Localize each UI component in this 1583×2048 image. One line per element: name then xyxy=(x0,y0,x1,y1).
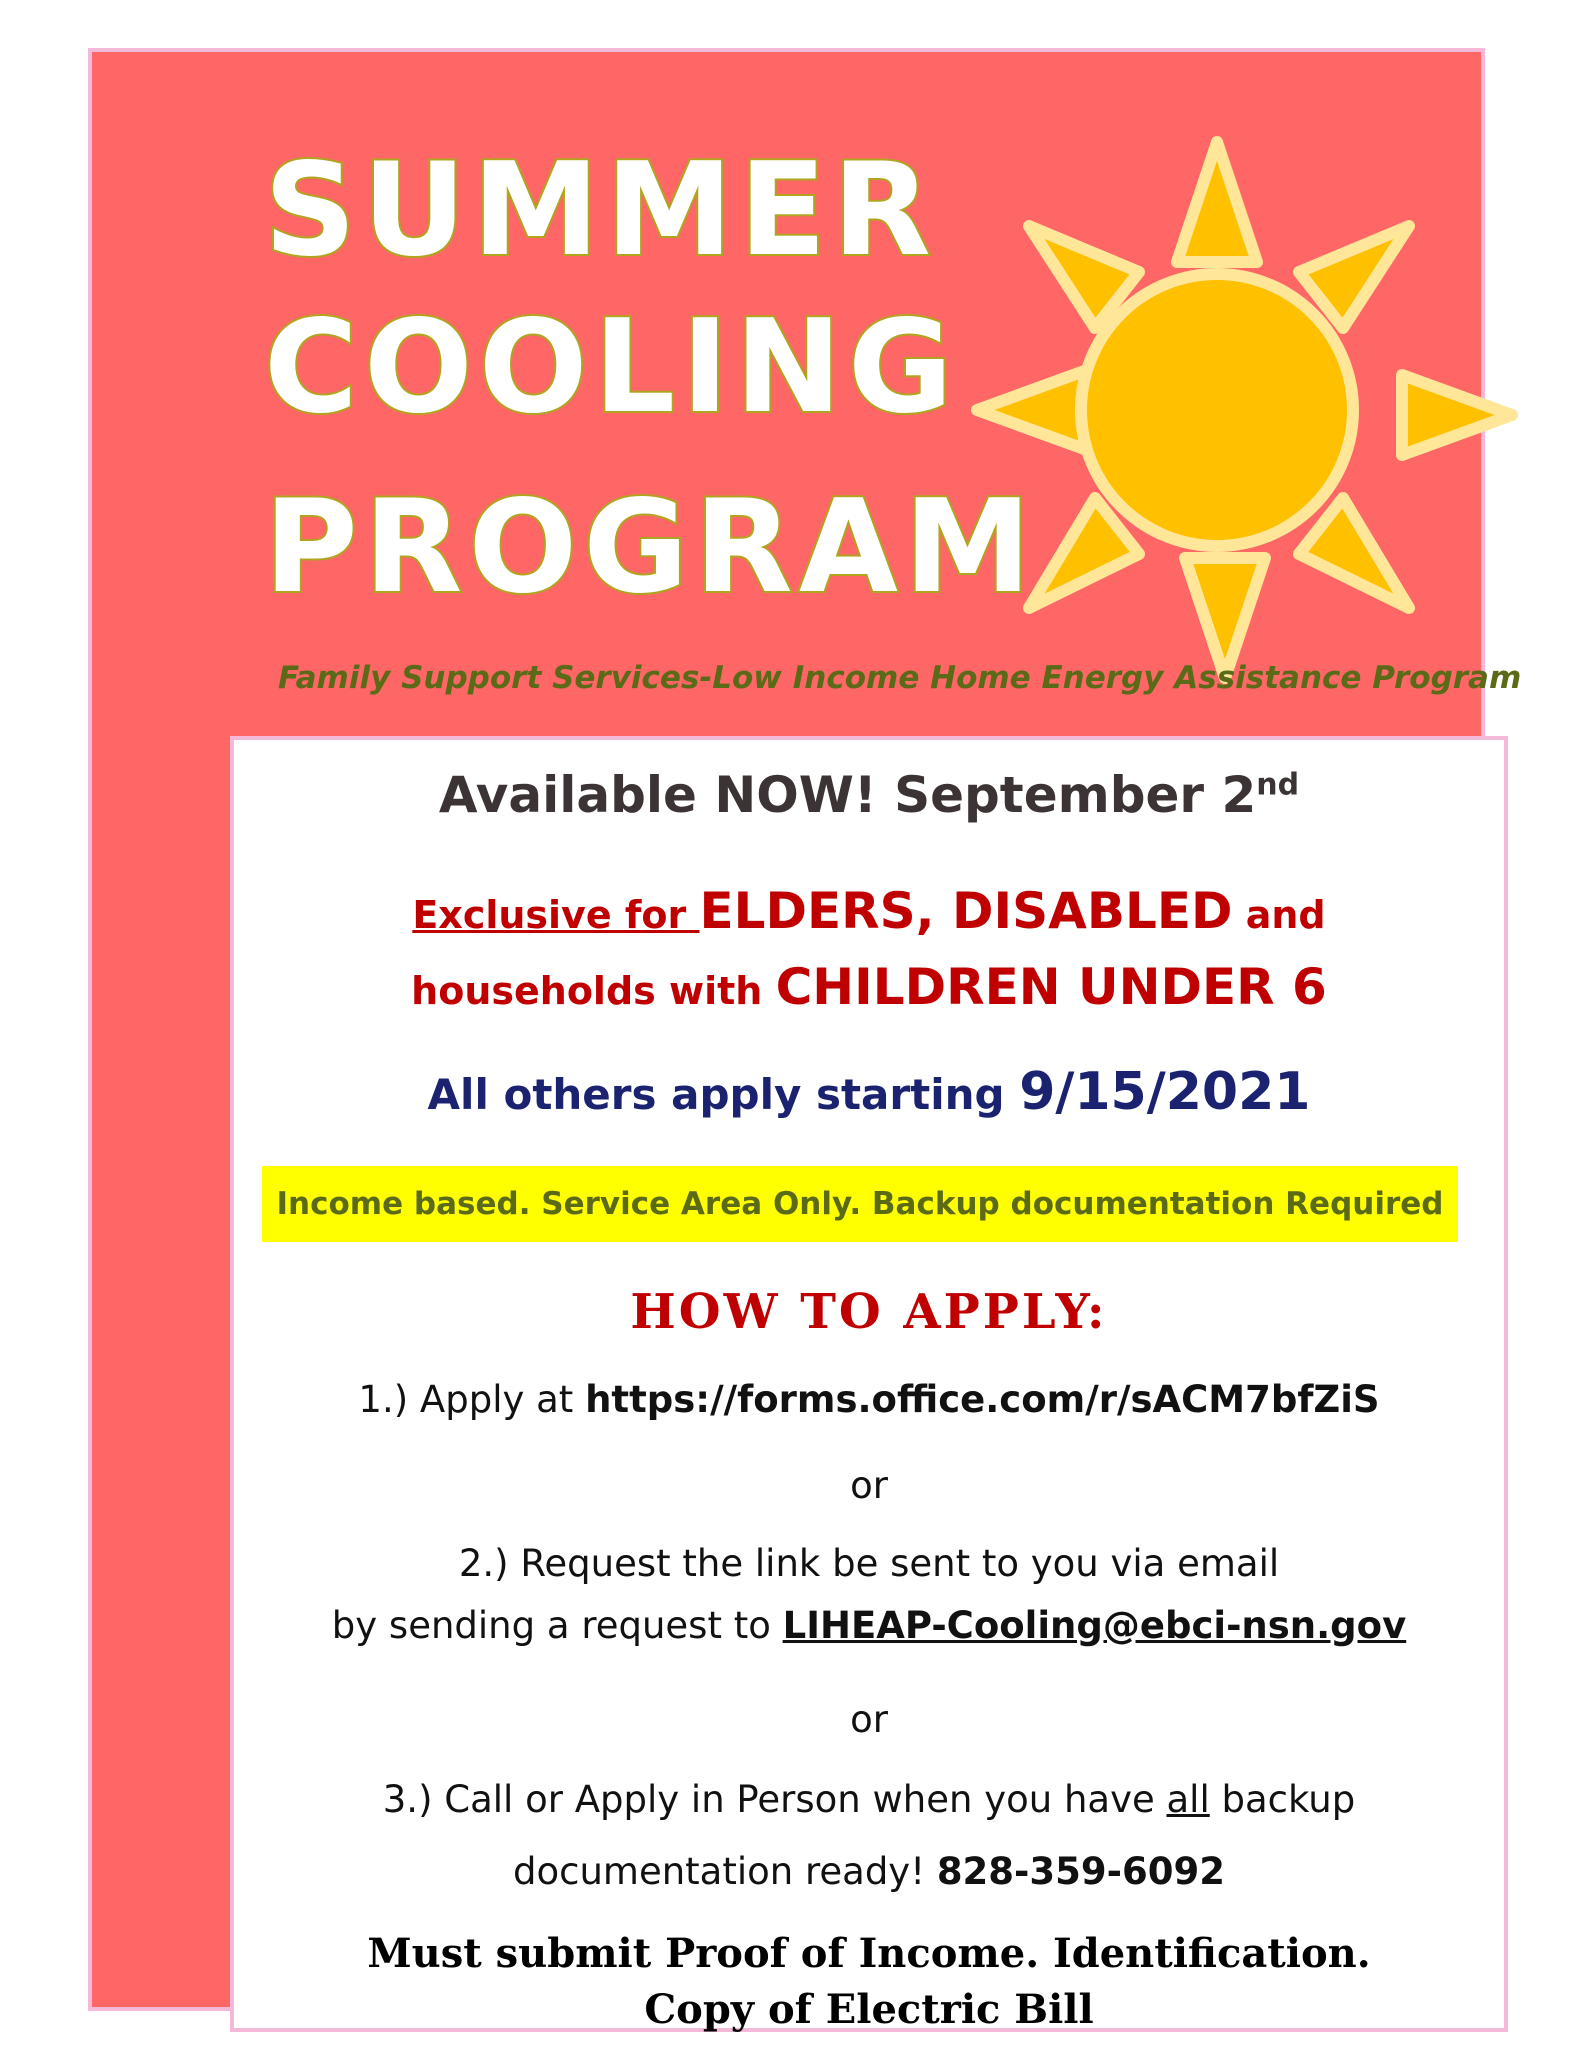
available-date xyxy=(234,766,1504,824)
available-text: Available NOW! September 2 xyxy=(438,766,1257,824)
others-date: 9/15/2021 xyxy=(1019,1062,1311,1122)
sun-ray-bottom-right xyxy=(1299,498,1409,608)
how-to-apply-heading: HOW TO APPLY: xyxy=(630,1284,1108,1340)
step-3-line-2-prefix: documentation ready! xyxy=(513,1850,937,1893)
step-2-line-2 xyxy=(234,1604,1504,1647)
available-superscript: nd xyxy=(1256,767,1300,803)
step-1-prefix: 1.) Apply at xyxy=(358,1378,586,1421)
sun-disc xyxy=(1081,274,1353,546)
step-2-line-1: 2.) Request the link be sent to you via email xyxy=(458,1542,1280,1585)
requirements-line-2: Copy of Electric Bill xyxy=(644,1986,1094,2033)
step-3-line-1 xyxy=(234,1778,1504,1821)
others-text: All others apply starting xyxy=(427,1070,1020,1119)
households-group: CHILDREN UNDER 6 xyxy=(775,958,1327,1016)
step-3-line-2 xyxy=(234,1850,1504,1893)
flyer xyxy=(88,48,1522,2033)
sun-icon xyxy=(967,130,1567,720)
info-panel xyxy=(230,736,1508,2032)
title-program: PROGRAM xyxy=(264,473,1038,622)
sun-ray-left xyxy=(977,370,1087,450)
others-line xyxy=(234,1062,1504,1122)
step-1 xyxy=(234,1378,1504,1421)
exclusive-groups: ELDERS, DISABLED xyxy=(699,882,1233,940)
step-3-prefix: 3.) Call or Apply in Person when you have xyxy=(382,1778,1167,1821)
exclusive-line xyxy=(234,882,1504,940)
or-divider-1: or xyxy=(850,1464,888,1507)
sun-ray-top xyxy=(1177,142,1257,262)
requirements-line-1: Must submit Proof of Income. Identification. xyxy=(367,1930,1371,1977)
exclusive-and: and xyxy=(1232,893,1326,937)
requirements-banner: Income based. Service Area Only. Backup documentation Required xyxy=(262,1166,1458,1242)
exclusive-prefix: Exclusive for xyxy=(412,893,700,937)
phone-number[interactable]: 828-359-6092 xyxy=(936,1850,1225,1893)
sun-ray-right xyxy=(1402,375,1512,455)
step-3-suffix: backup xyxy=(1209,1778,1356,1821)
or-divider-2: or xyxy=(850,1698,888,1741)
contact-email-link[interactable]: LIHEAP-Cooling@ebci-nsn.gov xyxy=(782,1604,1407,1647)
title-summer: SUMMER xyxy=(264,136,937,285)
title-cooling: COOLING xyxy=(264,293,959,442)
agency-subtitle: Family Support Services-Low Income Home Energy Assistance Program xyxy=(278,660,1522,696)
application-link[interactable]: https://forms.office.com/r/sACM7bfZiS xyxy=(585,1378,1380,1421)
households-prefix: households with xyxy=(411,969,776,1013)
step-3-all: all xyxy=(1166,1778,1210,1821)
households-line xyxy=(234,958,1504,1016)
step-2-prefix: by sending a request to xyxy=(331,1604,783,1647)
